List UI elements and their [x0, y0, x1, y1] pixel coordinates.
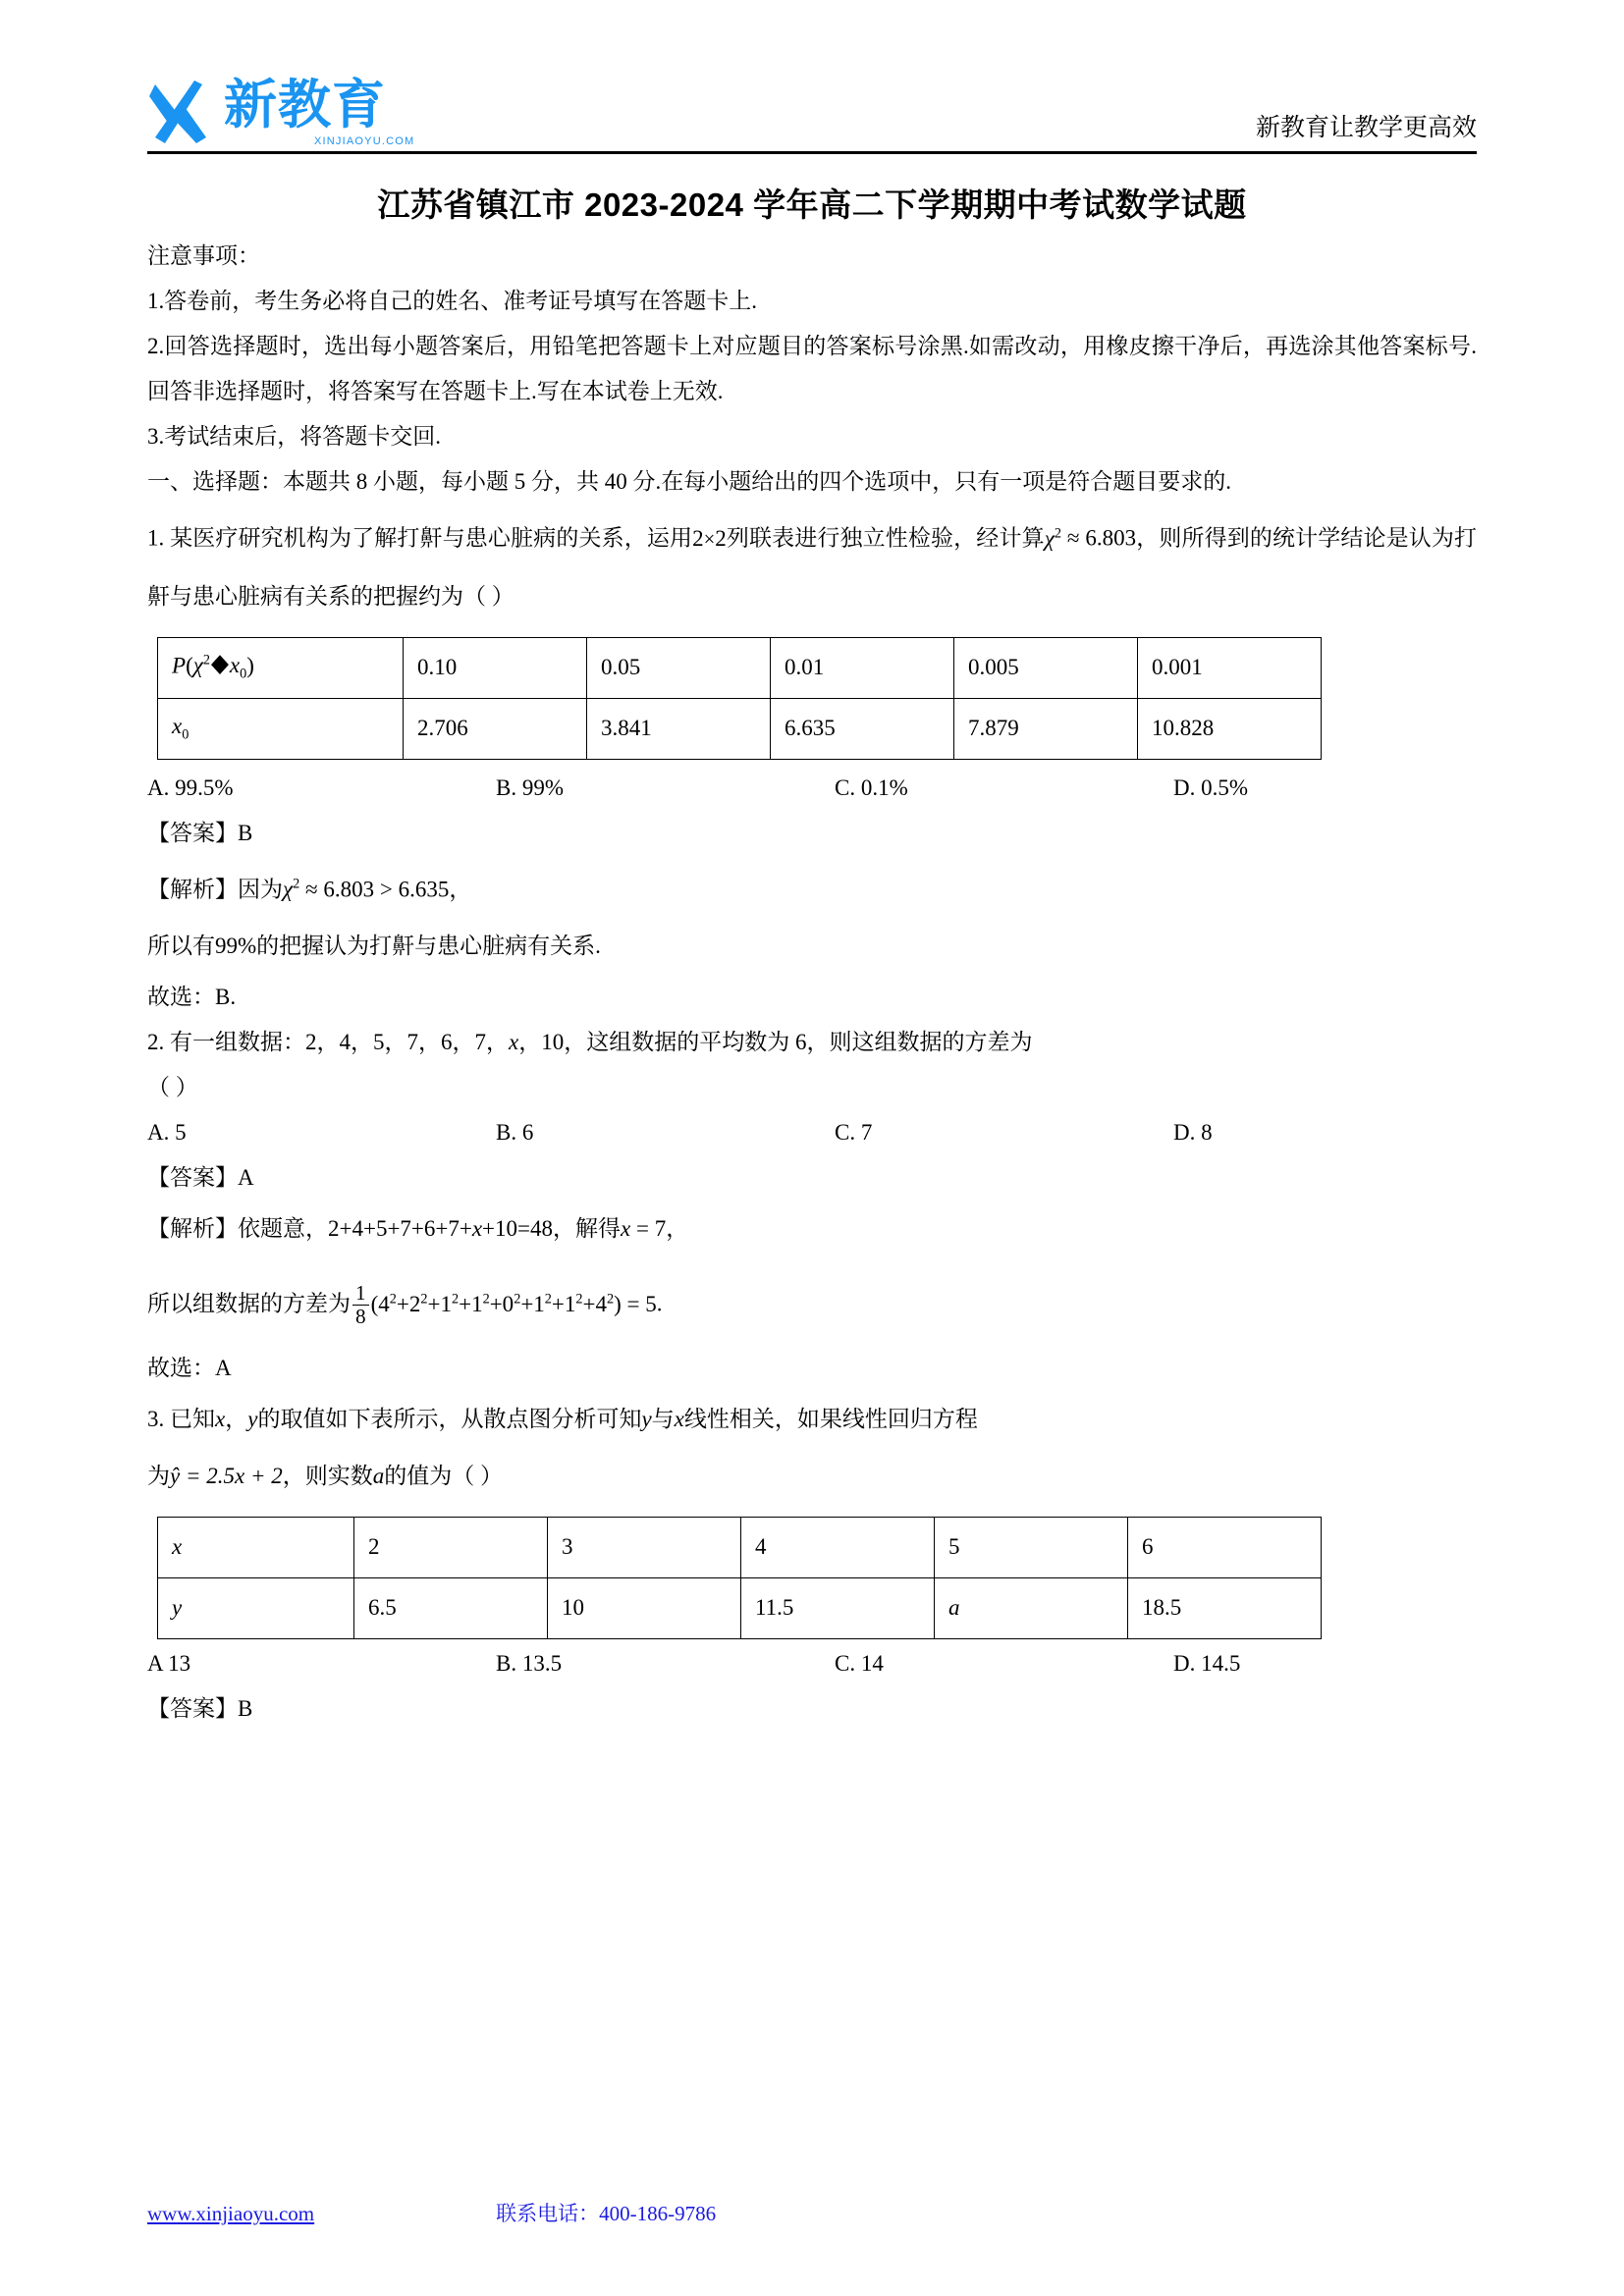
- q2-answer-label: 【答案】: [147, 1165, 238, 1191]
- brand-wordmark: [224, 76, 415, 147]
- q3-stem-d: 与: [651, 1406, 675, 1431]
- notice-item-2: 2.回答选择题时，选出每小题答案后，用铅笔把答题卡上对应题目的答案标号涂黑.如需改动，用橡皮擦干净后，再选涂其他答案标号.回答非选择题时，将答案写在答题卡上.写在本试卷上无效.: [147, 334, 1477, 403]
- q3-stem-a: 3. 已知: [147, 1406, 215, 1431]
- q3-table-cell: 18.5: [1128, 1577, 1322, 1638]
- q3-choice-d: D. 14.5: [1173, 1650, 1241, 1676]
- q2-choice-a: A. 5: [147, 1120, 187, 1146]
- q3-answer-label: 【答案】: [147, 1695, 238, 1721]
- q1-stem-math-2x2: 2×2: [692, 525, 727, 551]
- q1-table-cell: 3.841: [587, 698, 771, 759]
- notice-item-3: 3.考试结束后，将答题卡交回.: [147, 424, 441, 449]
- question-2-answer: [147, 1155, 1477, 1201]
- notice-item-1: 1.答卷前，考生务必将自己的姓名、准考证号填写在答题卡上.: [147, 289, 757, 313]
- q3-table-row2-header: y: [158, 1577, 354, 1638]
- q3-choice-b: B. 13.5: [496, 1650, 563, 1676]
- brand-logo: [147, 76, 415, 147]
- page-title: 江苏省镇江市 2023-2024 学年高二下学期期中考试数学试题: [377, 187, 1247, 223]
- q1-analysis-pre: 因为: [238, 877, 283, 902]
- q3-table-cell: 5: [935, 1517, 1128, 1577]
- q1-stem-math-chi: $\chi^2$: [1044, 525, 1061, 551]
- q1-analysis-math-chi: $\chi^2$: [283, 876, 300, 902]
- q3-table-row1-header: x: [158, 1517, 354, 1577]
- brand-tagline: 新教育让教学更高效: [1255, 115, 1477, 141]
- question-2-stem-line-1: 2. 有一组数据：2，4，5，7，6，7，x，10，这组数据的平均数为 6，则这组数据的方差为: [147, 1030, 1033, 1055]
- q2-choice-b: B. 6: [496, 1120, 534, 1146]
- table-row: [158, 637, 1322, 698]
- q1-choice-d: D. 0.5%: [1173, 774, 1249, 800]
- q1-table-cell: 2.706: [404, 698, 587, 759]
- q1-stem-math-value: ≈ 6.803: [1060, 525, 1137, 551]
- q3-stem2-a: 为: [147, 1463, 170, 1488]
- q2-analysis-c: ，: [666, 1216, 689, 1242]
- q1-analysis2-b: 的把握认为打鼾与患心脏病有关系.: [256, 934, 601, 959]
- q1-table-cell: 7.879: [954, 698, 1138, 759]
- q2-choice-d: D. 8: [1173, 1120, 1213, 1146]
- q3-table-cell-a: a: [935, 1577, 1128, 1638]
- q1-table-cell: 0.10: [404, 637, 587, 698]
- fraction-numerator: 1: [355, 1281, 366, 1306]
- table-row: [158, 698, 1322, 759]
- q3-stem2-c: 的值为（ ）: [384, 1463, 503, 1488]
- q3-table-cell: 6.5: [354, 1577, 548, 1638]
- q3-table-cell: 4: [741, 1517, 935, 1577]
- q2-analysis2-b: .: [656, 1291, 663, 1316]
- question-1-table: [157, 637, 1322, 760]
- fraction-denominator: 8: [352, 1305, 369, 1327]
- table-row: [158, 1577, 1322, 1638]
- q1-analysis2-a: 所以有: [147, 934, 215, 959]
- q1-analysis-post: ，: [449, 877, 472, 902]
- q2-analysis-a: 依题意，: [238, 1216, 328, 1242]
- question-2-analysis-line-1: 【解析】依题意，2+4+5+7+6+7+x+10=48，解得x = 7，: [147, 1216, 689, 1242]
- q3-var-a: a: [372, 1463, 385, 1488]
- q1-table-cell: 0.005: [954, 637, 1138, 698]
- question-2-choices: [147, 1110, 1477, 1155]
- notice-heading: 注意事项：: [147, 243, 260, 268]
- page-header: [147, 0, 1477, 147]
- q1-stem-part-b: 列联表进行独立性检验，经计: [726, 525, 1022, 551]
- q1-choice-a: A. 99.5%: [147, 774, 234, 800]
- page-footer: [147, 2198, 1477, 2227]
- question-1-stem: [147, 505, 1477, 625]
- question-2-conclusion: 故选：A: [147, 1355, 232, 1380]
- q1-table-cell: 0.05: [587, 637, 771, 698]
- q1-analysis2-math: 99%: [215, 934, 257, 959]
- q3-table-cell: 6: [1128, 1517, 1322, 1577]
- fraction-one-eighth: [352, 1282, 369, 1326]
- q2-answer-value: A: [238, 1165, 254, 1191]
- q3-var-y: y: [247, 1406, 258, 1431]
- q3-choice-a: A 13: [147, 1650, 191, 1676]
- q3-stem2-b: ，则实数: [282, 1463, 373, 1488]
- q3-stem-b: ，: [225, 1406, 248, 1431]
- footer-phone: 联系电话：400-186-9786: [496, 2202, 717, 2225]
- q1-analysis-math-ineq: ≈ 6.803 > 6.635: [299, 877, 450, 902]
- q3-var-x: x: [215, 1406, 226, 1431]
- question-2-stem-line-2: （ ）: [147, 1075, 198, 1100]
- q3-answer-value: B: [238, 1695, 253, 1721]
- q1-stem-part-d: ，则所得到的统计学结论是认为打鼾与患心脏病有关系的把握约为（ ）: [147, 525, 1478, 609]
- question-3-answer: [147, 1686, 1477, 1732]
- brand-domain: XINJIAOYU.COM: [314, 135, 415, 147]
- q2-analysis-math-x: x: [621, 1216, 631, 1242]
- q2-choice-c: C. 7: [835, 1120, 873, 1146]
- q3-var-y2: y: [641, 1406, 652, 1431]
- question-3-stem-line-2: [147, 1448, 1477, 1505]
- q1-table-row2-header: $x_0$: [158, 698, 404, 759]
- q3-table-cell: 10: [548, 1577, 741, 1638]
- question-3-choices: [147, 1641, 1477, 1686]
- question-1-answer: [147, 811, 1477, 856]
- q3-stem-e: 线性相关，如果线性回归方程: [683, 1406, 978, 1431]
- header-divider: [147, 151, 1477, 154]
- table-row: [158, 1517, 1322, 1577]
- q2-analysis-label: 【解析】: [147, 1216, 238, 1242]
- question-1-conclusion: 故选：B.: [147, 985, 237, 1010]
- q1-table-cell: 0.01: [771, 637, 954, 698]
- q1-stem-part-c: 算: [1021, 525, 1045, 551]
- question-1-analysis-line-1: [147, 856, 1477, 919]
- q3-choice-c: C. 14: [835, 1650, 884, 1676]
- q2-analysis-math-sum: 2+4+5+7+6+7+x+10=48: [328, 1216, 553, 1242]
- q1-answer-value: B: [238, 820, 253, 845]
- q1-table-cell: 6.635: [771, 698, 954, 759]
- q3-var-x2: x: [674, 1406, 684, 1431]
- q1-choice-b: B. 99%: [496, 774, 564, 800]
- q3-table-cell: 3: [548, 1517, 741, 1577]
- section-one-heading: 一、选择题：本题共 8 小题，每小题 5 分，共 40 分.在每小题给出的四个选项中，只有一项是符合题目要求的.: [147, 469, 1231, 494]
- question-3-table: [157, 1517, 1322, 1639]
- q1-analysis-label: 【解析】: [147, 877, 238, 902]
- q1-table-row1-header: $P(\chi^2$ $x_0$): [158, 637, 404, 698]
- q1-answer-label: 【答案】: [147, 820, 238, 845]
- question-1-analysis-line-2: [147, 918, 1477, 975]
- question-1-choices: [147, 766, 1477, 811]
- q3-table-cell: 2: [354, 1517, 548, 1577]
- q2-analysis-b: ，解得: [553, 1216, 621, 1242]
- q3-regression-equation: ŷ = 2.5x + 2: [170, 1463, 283, 1488]
- replacement-char-icon: [211, 655, 229, 674]
- q1-table-cell: 0.001: [1138, 637, 1322, 698]
- q1-table-cell: 10.828: [1138, 698, 1322, 759]
- footer-website-link[interactable]: www.xinjiaoyu.com: [147, 2202, 315, 2225]
- brand-name: 新教育: [224, 76, 386, 134]
- q1-choice-c: C. 0.1%: [835, 774, 908, 800]
- q3-stem-c: 的取值如下表所示，从散点图分析可知: [257, 1406, 642, 1431]
- q1-stem-part-a: 1. 某医疗研究机构为了解打鼾与患心脏病的关系，运用: [147, 525, 693, 551]
- q2-analysis2-a: 所以组数据的方差为: [147, 1291, 351, 1316]
- question-3-stem-line-1: [147, 1391, 1477, 1448]
- question-2-analysis-line-2: [147, 1257, 1477, 1346]
- q2-analysis2-math: $(4^2+2^2+1^2+1^2+0^2+1^2+1^2+4^2) = 5$: [370, 1291, 657, 1316]
- checkmark-x-logo-icon: [147, 80, 210, 145]
- q3-table-cell: 11.5: [741, 1577, 935, 1638]
